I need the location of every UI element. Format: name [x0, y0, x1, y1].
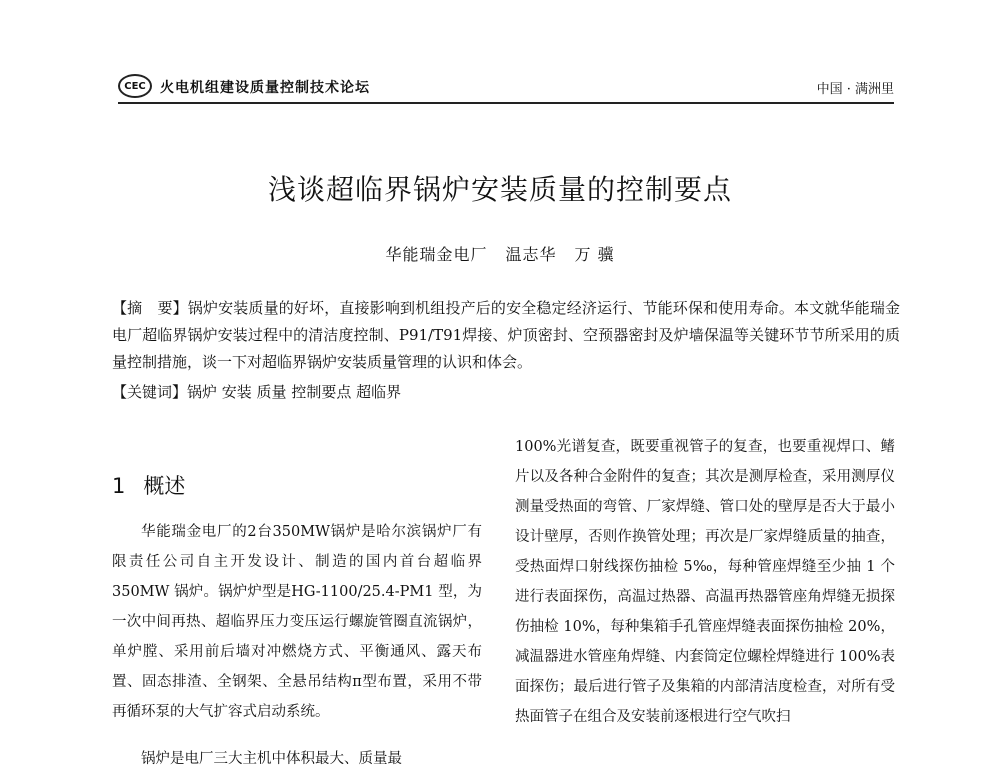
- section-heading: [112, 470, 185, 500]
- section-number: 1: [112, 474, 126, 498]
- logo-text: CEC: [124, 80, 146, 92]
- running-header: [118, 74, 894, 104]
- paper-title: 浅谈超临界锅炉安装质量的控制要点: [267, 173, 732, 206]
- author-organization: 华能瑞金电厂: [385, 245, 488, 264]
- keywords: [112, 381, 401, 402]
- forum-logo: [118, 74, 152, 98]
- keywords-text: 锅炉 安装 质量 控制要点 超临界: [187, 383, 402, 401]
- forum-location: 中国 · 满洲里: [816, 82, 894, 97]
- abstract: [112, 295, 900, 376]
- body-paragraph-2: 锅炉是电厂三大主机中体积最大、质量最: [141, 751, 402, 767]
- author-line: [0, 242, 1000, 265]
- abstract-text: 锅炉安装质量的好坏，直接影响到机组投产后的安全稳定经济运行、节能环保和使用寿命。本文就华能瑞金电厂超临界锅炉安装过程中的清洁度控制、P91/T91焊接、炉顶密封、空预器密封及炉墙保温等关键环节节所采用的质量控制措施，谈一下对超临界锅炉安装质量管理的认识和体会。: [112, 299, 900, 371]
- author-2: 万 骥: [574, 245, 615, 264]
- author-1: 温志华: [505, 245, 557, 264]
- body-paragraph-1: 华能瑞金电厂的2台350MW锅炉是哈尔滨锅炉厂有限责任公司自主开发设计、制造的国内首台超临界 350MW 锅炉。锅炉炉型是HG-1100/25.4-PM1 型，为一次中间再热、超临界压力变压运行螺旋管圈直流锅炉，单炉膛、采用前后墙对冲燃烧方式、平衡通风、露天布置、固态排渣、全钢架、全悬吊结构π型布置，采用不带再循环泵的大气扩容式启动系统。: [112, 524, 482, 720]
- abstract-label: 【摘 要】: [112, 299, 188, 317]
- forum-title: 火电机组建设质量控制技术论坛: [160, 80, 370, 96]
- right-column-text: 100%光谱复查，既要重视管子的复查，也要重视焊口、鳍片以及各种合金附件的复查；其次是测厚检查，采用测厚仪测量受热面的弯管、厂家焊缝、管口处的壁厚是否大于最小设计壁厚，否则作换管处理；再次是厂家焊缝质量的抽查，受热面焊口射线探伤抽检 5‰，每种管座焊缝至少抽 1 个进行表面探伤，高温过热器、高温再热器管座角焊缝无损探伤抽检 10%，每种集箱手孔管座焊缝表面探伤抽检 20%，减温器进水管座角焊缝、内套筒定位螺栓焊缝进行 100%表面探伤；最后进行管子及集箱的内部清洁度检查，对所有受热面管子在组合及安装前逐根进行空气吹扫: [515, 439, 895, 725]
- keywords-label: 【关键词】: [112, 383, 188, 401]
- section-title-text: 概述: [143, 474, 186, 498]
